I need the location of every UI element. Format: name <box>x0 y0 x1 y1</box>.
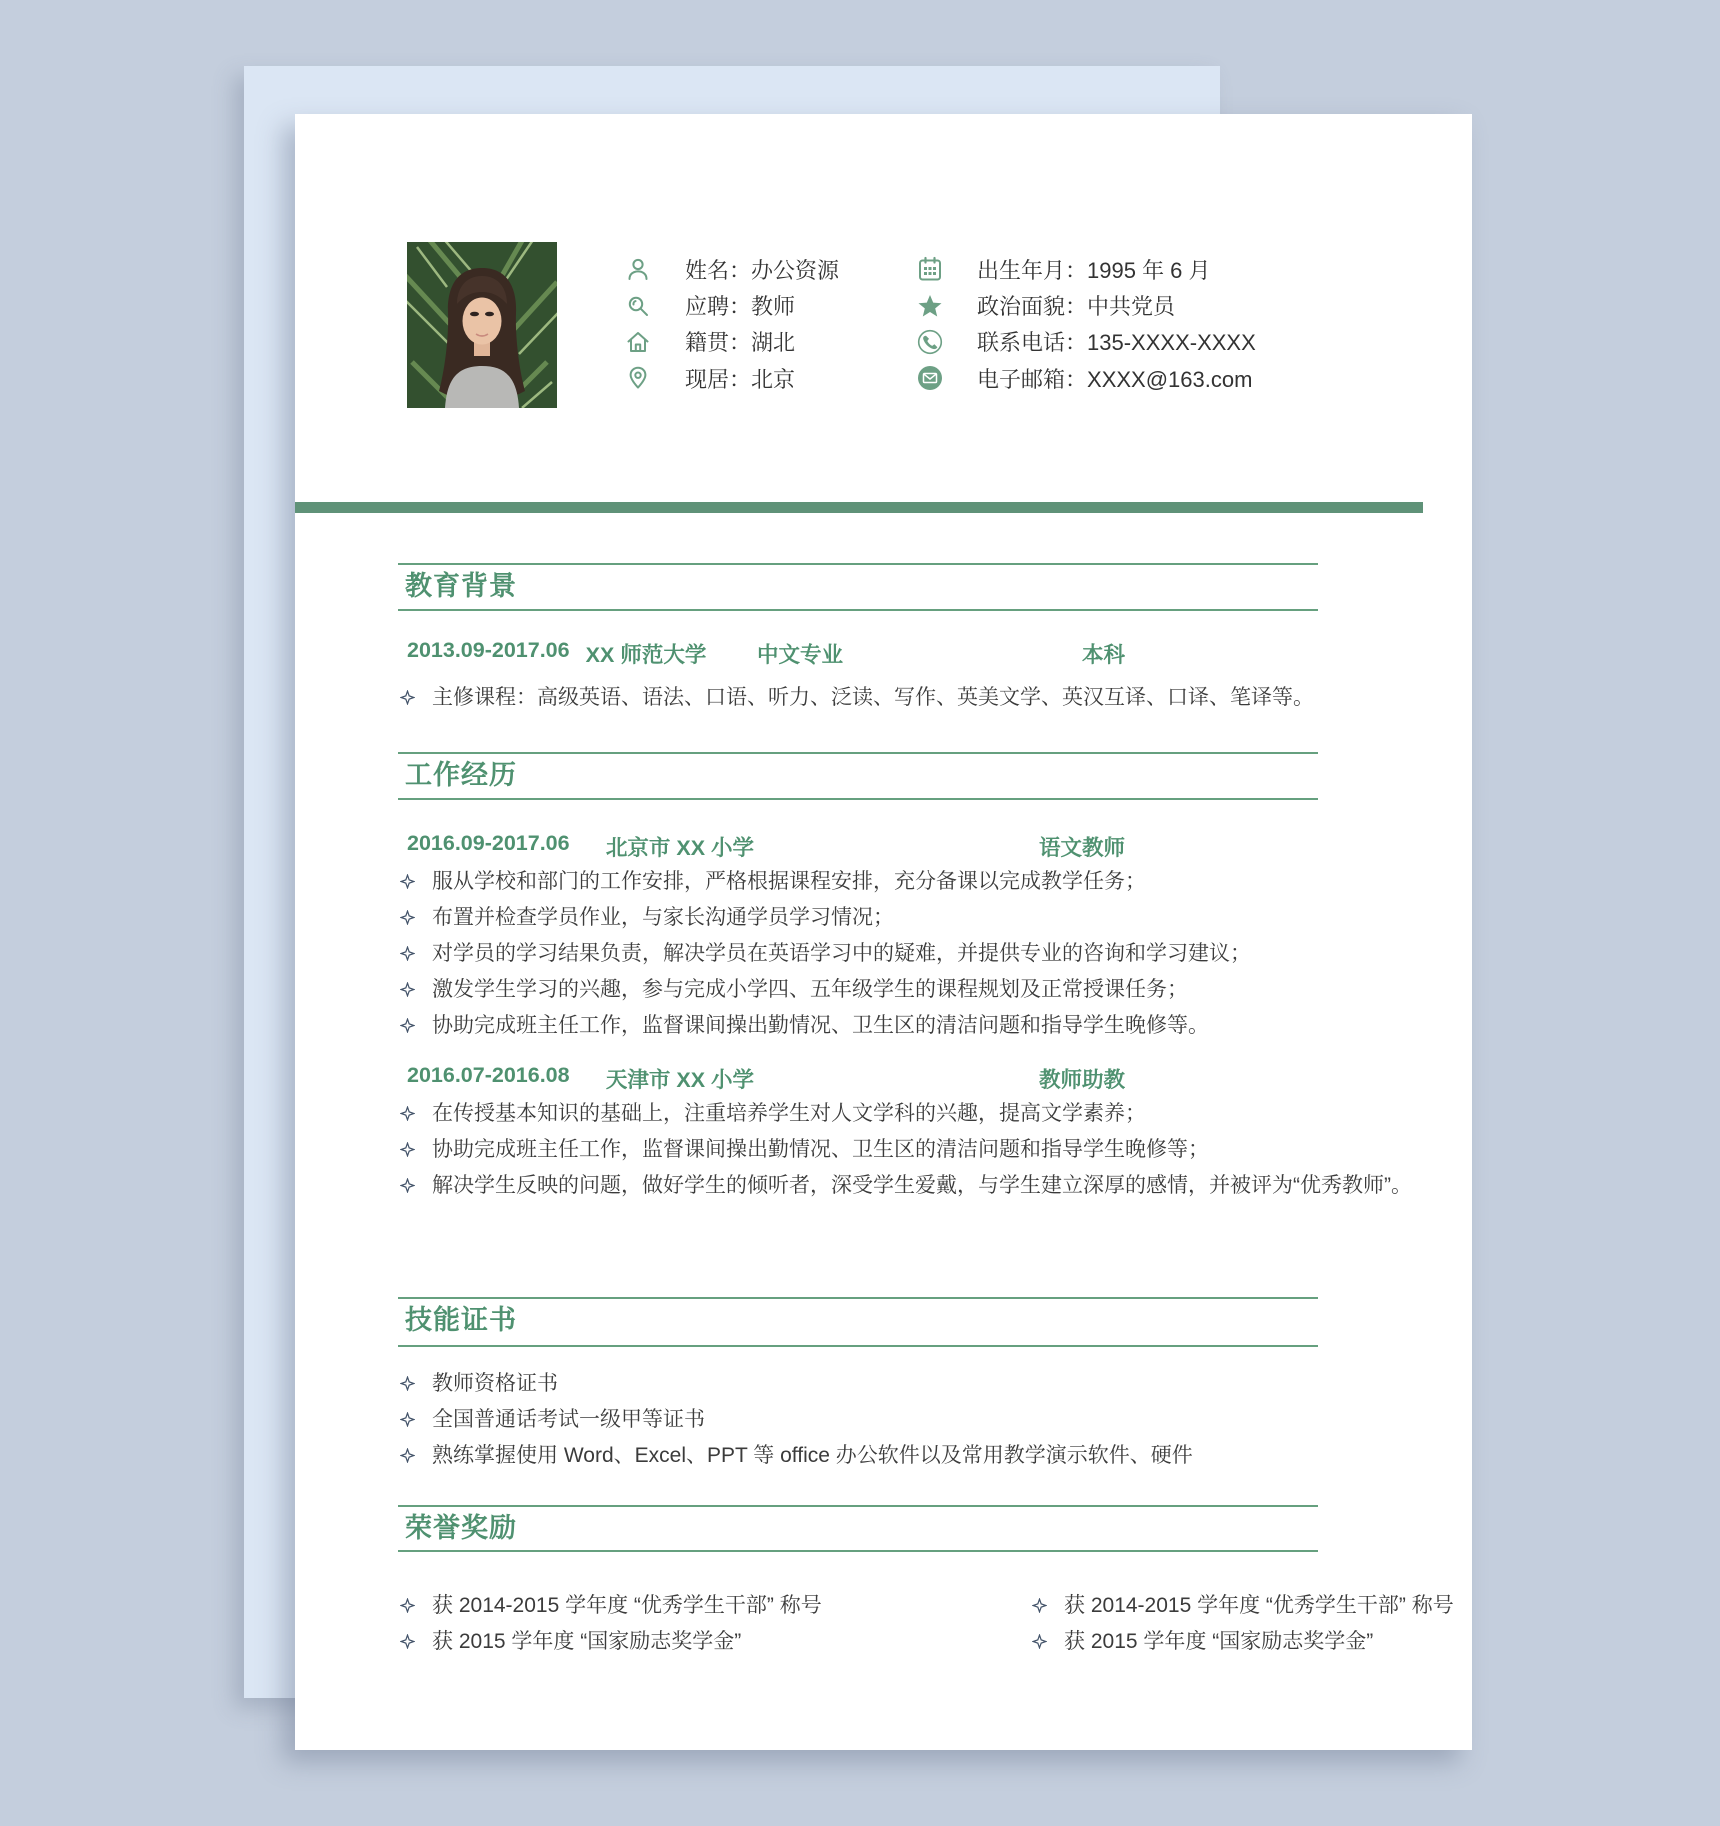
job-row <box>407 831 1125 859</box>
job-role: 教师助教 <box>1038 1068 1125 1092</box>
info-value: 1995 年 6 月 <box>1087 257 1211 283</box>
diamond-bullet-icon <box>400 1178 415 1193</box>
job-bullets <box>398 864 1428 1044</box>
job-role: 语文教师 <box>1038 836 1125 860</box>
info-row-birth <box>917 251 1256 287</box>
job-period: 2016.07-2016.08 <box>407 1063 570 1087</box>
section-rule <box>398 609 1318 611</box>
section-rule <box>398 1297 1318 1299</box>
bullet-text: 主修课程：高级英语、语法、口语、听力、泛读、写作、英美文学、英汉互译、口译、笔译等。 <box>432 686 1314 709</box>
diamond-bullet-icon <box>400 1106 415 1121</box>
person-icon <box>625 256 651 282</box>
skills-bullets <box>398 1366 1428 1474</box>
honors-column-left <box>398 1588 998 1660</box>
job-row <box>407 1063 1125 1091</box>
bullet-text: 获 2014-2015 学年度 “优秀学生干部” 称号 <box>432 1594 822 1617</box>
diamond-bullet-icon <box>400 1448 415 1463</box>
info-row-phone <box>917 324 1256 360</box>
info-label: 联系电话：135-XXXX-XXXX <box>977 330 1256 356</box>
portrait-illustration <box>407 242 557 408</box>
info-label: 电子邮箱：XXXX@163.com <box>977 366 1253 392</box>
diamond-bullet-icon <box>1032 1634 1047 1649</box>
honors-column-right <box>1030 1588 1490 1660</box>
diamond-bullet-icon <box>400 1598 415 1613</box>
info-value: 北京 <box>751 366 796 392</box>
diamond-bullet-icon <box>400 1018 415 1033</box>
bullet-text: 解决学生反映的问题，做好学生的倾听者，深受学生爱戴，与学生建立深厚的感情，并被评为“优秀教师”。 <box>432 1174 1412 1197</box>
job-period: 2016.09-2017.06 <box>407 831 570 855</box>
list-item <box>398 864 1428 900</box>
list-item <box>398 1624 998 1660</box>
bullet-text: 对学员的学习结果负责，解决学员在英语学习中的疑难，并提供专业的咨询和学习建议； <box>432 942 1251 965</box>
list-item <box>398 1168 1428 1204</box>
education-bullets <box>398 680 1428 716</box>
list-item <box>398 1402 1428 1438</box>
bullet-text: 激发学生学习的兴趣，参与完成小学四、五年级学生的课程规划及正常授课任务； <box>432 978 1188 1001</box>
job-company: 天津市 XX 小学 <box>605 1068 755 1092</box>
bullet-text: 全国普通话考试一级甲等证书 <box>432 1408 705 1431</box>
info-value: 办公资源 <box>751 257 840 283</box>
job-company: 北京市 XX 小学 <box>605 836 755 860</box>
info-value: 湖北 <box>751 330 796 356</box>
diamond-bullet-icon <box>400 690 415 705</box>
bullet-text: 协助完成班主任工作，监督课间操出勤情况、卫生区的清洁问题和指导学生晚修等。 <box>432 1014 1209 1037</box>
mail-icon <box>917 365 943 391</box>
diamond-bullet-icon <box>400 1412 415 1427</box>
home-icon <box>625 329 651 355</box>
bullet-text: 获 2014-2015 学年度 “优秀学生干部” 称号 <box>1064 1594 1454 1617</box>
list-item <box>398 1008 1428 1044</box>
phone-icon <box>917 329 943 355</box>
resume-page <box>295 114 1472 1750</box>
section-rule <box>398 752 1318 754</box>
list-item <box>1030 1588 1490 1624</box>
bullet-text: 在传授基本知识的基础上，注重培养学生对人文学科的兴趣，提高文学素养； <box>432 1102 1146 1125</box>
bullet-text: 熟练掌握使用 Word、Excel、PPT 等 office 办公软件以及常用教学演示软件、硬件 <box>432 1444 1193 1467</box>
diamond-bullet-icon <box>400 1376 415 1391</box>
info-row-name <box>625 251 839 287</box>
education-major: 中文专业 <box>756 643 844 667</box>
list-item <box>398 1366 1428 1402</box>
info-label: 籍贯：湖北 <box>685 330 796 356</box>
section-rule <box>398 1505 1318 1507</box>
section-rule <box>398 1345 1318 1347</box>
bullet-text: 教师资格证书 <box>432 1372 558 1395</box>
info-label: 姓名：办公资源 <box>685 257 840 283</box>
bullet-text: 布置并检查学员作业，与家长沟通学员学习情况； <box>432 906 894 929</box>
section-title-honors: 荣誉奖励 <box>405 1513 517 1543</box>
star-icon <box>917 293 943 319</box>
bullet-text: 获 2015 学年度 “国家励志奖学金” <box>432 1630 742 1653</box>
info-row-hometown <box>625 324 839 360</box>
location-pin-icon <box>625 365 651 391</box>
list-item <box>398 972 1428 1008</box>
diamond-bullet-icon <box>400 874 415 889</box>
list-item <box>398 936 1428 972</box>
info-label: 出生年月：1995 年 6 月 <box>977 257 1211 283</box>
list-item <box>398 1096 1428 1132</box>
info-value: 135-XXXX-XXXX <box>1087 330 1256 356</box>
diamond-bullet-icon <box>400 946 415 961</box>
profile-photo <box>407 242 557 408</box>
section-title-skills: 技能证书 <box>405 1305 517 1335</box>
diamond-bullet-icon <box>1032 1598 1047 1613</box>
info-label: 现居：北京 <box>685 366 796 392</box>
job-bullets <box>398 1096 1428 1204</box>
calendar-icon <box>917 256 943 282</box>
info-label: 政治面貌：中共党员 <box>977 294 1176 320</box>
bullet-text: 服从学校和部门的工作安排，严格根据课程安排，充分备课以完成教学任务； <box>432 870 1146 893</box>
list-item <box>398 1588 998 1624</box>
section-rule <box>398 1550 1318 1552</box>
section-rule <box>398 798 1318 800</box>
bullet-text: 协助完成班主任工作，监督课间操出勤情况、卫生区的清洁问题和指导学生晚修等； <box>432 1138 1209 1161</box>
list-item <box>398 1438 1428 1474</box>
bullet-text: 获 2015 学年度 “国家励志奖学金” <box>1064 1630 1374 1653</box>
accent-divider-bar <box>295 502 1423 513</box>
diamond-bullet-icon <box>400 1634 415 1649</box>
list-item <box>398 1132 1428 1168</box>
section-title-work: 工作经历 <box>405 760 517 790</box>
education-degree: 本科 <box>1081 643 1125 667</box>
info-value: XXXX@163.com <box>1087 366 1253 392</box>
section-rule <box>398 563 1318 565</box>
diamond-bullet-icon <box>400 910 415 925</box>
info-row-email <box>917 360 1256 396</box>
info-column-left <box>625 251 839 397</box>
info-value: 中共党员 <box>1087 294 1176 320</box>
diamond-bullet-icon <box>400 982 415 997</box>
info-label: 应聘：教师 <box>685 294 796 320</box>
info-value: 教师 <box>751 294 796 320</box>
info-row-position <box>625 287 839 323</box>
list-item <box>1030 1624 1490 1660</box>
education-school: XX 师范大学 <box>585 643 707 667</box>
education-row <box>407 638 1125 666</box>
search-icon <box>625 293 651 319</box>
info-row-political <box>917 287 1256 323</box>
info-column-right <box>917 251 1256 397</box>
education-period: 2013.09-2017.06 <box>407 638 570 662</box>
section-title-education: 教育背景 <box>405 571 517 601</box>
list-item <box>398 680 1428 716</box>
list-item <box>398 900 1428 936</box>
info-row-residence <box>625 360 839 396</box>
diamond-bullet-icon <box>400 1142 415 1157</box>
